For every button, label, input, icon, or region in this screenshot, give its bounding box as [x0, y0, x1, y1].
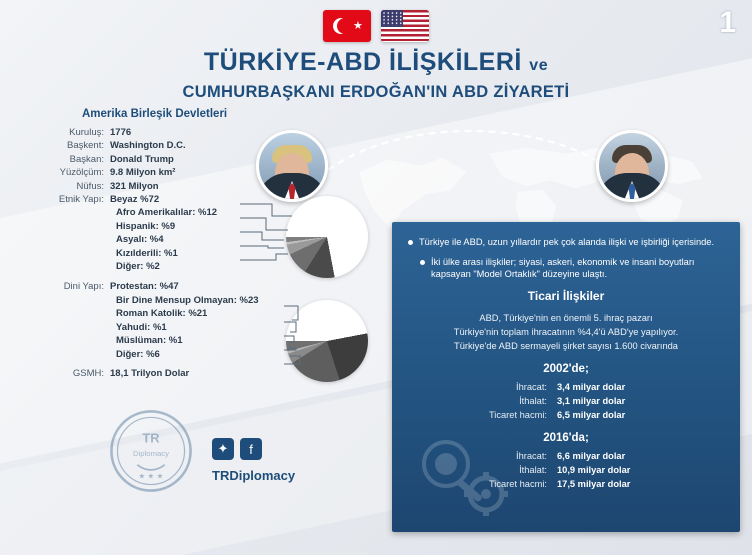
- ethnic-row: [116, 206, 350, 219]
- ethnic-value: %12: [198, 207, 218, 219]
- religion-row: [116, 321, 350, 334]
- religion-label: Yahudi:: [116, 321, 151, 333]
- turkey-flag: [323, 10, 371, 42]
- ethnic-value: %2: [146, 261, 160, 273]
- page-number: 1: [719, 6, 736, 39]
- trade-row-value: 6,6 milyar dolar: [557, 450, 626, 461]
- crescent-icon: [337, 18, 353, 34]
- social-handle: TRDiplomacy: [212, 468, 296, 483]
- trade-row: [408, 380, 724, 394]
- ethnic-label: Kızılderili:: [116, 247, 162, 259]
- stat-label: Kuruluş:: [69, 127, 104, 138]
- ethnic-label: Etnik Yapı:: [58, 194, 104, 206]
- trade-line: ABD, Türkiye'nin en önemli 5. ihraç pazarı: [479, 312, 653, 323]
- ethnic-row: [116, 233, 350, 246]
- trdiplomacy-logo: [108, 408, 194, 494]
- religion-value: Protestan: %47: [110, 281, 179, 293]
- ethnic-label: Asyalı:: [116, 234, 148, 246]
- trade-row: [408, 394, 724, 408]
- ethnic-value: %1: [164, 247, 178, 259]
- ethnic-group-header-row: [20, 193, 350, 206]
- page-title-main: TÜRKİYE-ABD İLİŞKİLERİ: [203, 48, 522, 76]
- panel-bullet-text: Türkiye ile ABD, uzun yıllardır pek çok alanda ilişki ve işbirliği içerisinde.: [419, 237, 715, 247]
- bullet-dot-icon: [420, 260, 425, 265]
- stat-row: [20, 180, 350, 193]
- trade-row-label: İthalat:: [519, 464, 547, 475]
- religion-row: [116, 294, 350, 307]
- relations-panel: [392, 222, 740, 532]
- facebook-icon[interactable]: f: [240, 438, 262, 460]
- social-links: [212, 438, 295, 483]
- trade-row: [408, 408, 724, 422]
- trade-row-label: İthalat:: [519, 395, 547, 406]
- page-title: [0, 48, 752, 77]
- religion-row: [116, 334, 350, 347]
- gear-magnifier-icon: [400, 430, 510, 522]
- necktie: [629, 183, 636, 202]
- religion-row: [116, 307, 350, 320]
- trade-line: Türkiye'de ABD sermayeli şirket sayısı 1.600 civarında: [454, 340, 678, 351]
- stat-row: [20, 139, 350, 152]
- stat-row: [20, 153, 350, 166]
- stat-label: Başkan:: [69, 153, 104, 165]
- religion-value: %1: [152, 321, 167, 333]
- trade-row-value: 3,4 milyar dolar: [557, 381, 626, 392]
- ethnic-label: Hispanik:: [116, 220, 159, 232]
- trade-row-label: Ticaret hacmi:: [488, 409, 547, 420]
- year-heading-2002: 2002'de;: [543, 362, 589, 375]
- usa-facts-heading: Amerika Birleşik Devletleri: [82, 108, 228, 120]
- gdp-label: GSMH:: [72, 367, 104, 379]
- bullet-dot-icon: [408, 240, 413, 245]
- twitter-icon[interactable]: ✦: [212, 438, 234, 460]
- trade-row-value: 3,1 milyar dolar: [557, 395, 626, 406]
- religion-label: Müslüman:: [116, 335, 167, 347]
- suit: [597, 173, 667, 202]
- star-icon: ★: [353, 20, 363, 32]
- stat-label: Yüzölçüm:: [59, 167, 104, 179]
- ethnic-value: Beyaz %72: [110, 194, 160, 206]
- page-subtitle: CUMHURBAŞKANI ERDOĞAN'IN ABD ZİYARETİ: [182, 83, 570, 101]
- flag-canton: [381, 10, 403, 27]
- panel-bullet: [408, 256, 724, 281]
- ethnic-row: [116, 247, 350, 260]
- ethnic-label: Diğer:: [116, 261, 144, 273]
- stat-label: Başkent:: [67, 140, 104, 152]
- trade-heading: Ticari İlişkiler: [527, 288, 605, 303]
- trade-line: Türkiye'nin toplam ihracatının %4,4'ü ABD'ye yapılıyor.: [453, 326, 679, 337]
- religion-label: Roman Katolik:: [116, 308, 186, 320]
- trade-row-value: 6,5 milyar dolar: [557, 409, 626, 420]
- religion-group-header-row: [20, 280, 350, 293]
- ethnic-value: %9: [161, 220, 176, 232]
- religion-value: %1: [168, 335, 183, 347]
- religion-label: Bir Dine Mensup Olmayan:: [116, 294, 237, 306]
- trade-row-value: 17,5 milyar dolar: [557, 478, 631, 489]
- gdp-row: [20, 367, 350, 380]
- ethnic-row: [116, 260, 350, 273]
- usa-flag: [381, 10, 429, 42]
- religion-label: Diğer:: [116, 348, 144, 360]
- religion-row: [116, 348, 350, 361]
- trade-row-value: 10,9 milyar dolar: [557, 464, 631, 475]
- recep-tayyip-erdogan-portrait: [596, 130, 668, 202]
- religion-value: %6: [146, 348, 160, 360]
- gdp-value: 18,1 Trilyon Dolar: [110, 367, 190, 379]
- svg-text:★ ★ ★: ★ ★ ★: [138, 471, 164, 481]
- usa-facts-column: [20, 108, 350, 380]
- panel-bullet-list: [408, 236, 724, 281]
- ethnic-row: [116, 220, 350, 233]
- religion-value: %23: [239, 294, 259, 306]
- stat-value: Donald Trump: [110, 153, 174, 165]
- year-heading-2016: 2016'da;: [543, 431, 589, 444]
- panel-bullet-text: İki ülke arası ilişkiler; siyasi, askeri, ekonomik ve insani boyutları kapsayan "Model Ortaklık" düzeyine ulaştı.: [431, 256, 695, 280]
- logo-bottom-text: Diplomacy: [132, 449, 170, 459]
- title-block: [0, 48, 752, 102]
- trade-row-label: İhracat:: [515, 381, 547, 392]
- flag-row: [0, 10, 752, 42]
- religion-label: Dini Yapı:: [63, 281, 104, 293]
- trade-row-label: Ticaret hacmi:: [488, 478, 547, 489]
- stat-label: Nüfus:: [76, 180, 104, 192]
- ethnic-label: Afro Amerikalılar:: [116, 207, 196, 219]
- logo-top-text: TR: [142, 430, 160, 446]
- religion-value: %21: [188, 308, 208, 320]
- connection-arc: [320, 126, 620, 196]
- page-title-conjunction: ve: [529, 57, 549, 74]
- stat-value: 321 Milyon: [110, 180, 159, 192]
- trade-row-label: İhracat:: [515, 450, 547, 461]
- ethnic-value: %4: [149, 234, 164, 246]
- stat-value: 1776: [110, 127, 132, 138]
- stat-value: Washington D.C.: [110, 140, 186, 152]
- stat-row: [20, 166, 350, 179]
- panel-bullet: [408, 236, 724, 249]
- stat-row: [20, 126, 350, 139]
- stat-value: 9.8 Milyon km²: [110, 167, 176, 179]
